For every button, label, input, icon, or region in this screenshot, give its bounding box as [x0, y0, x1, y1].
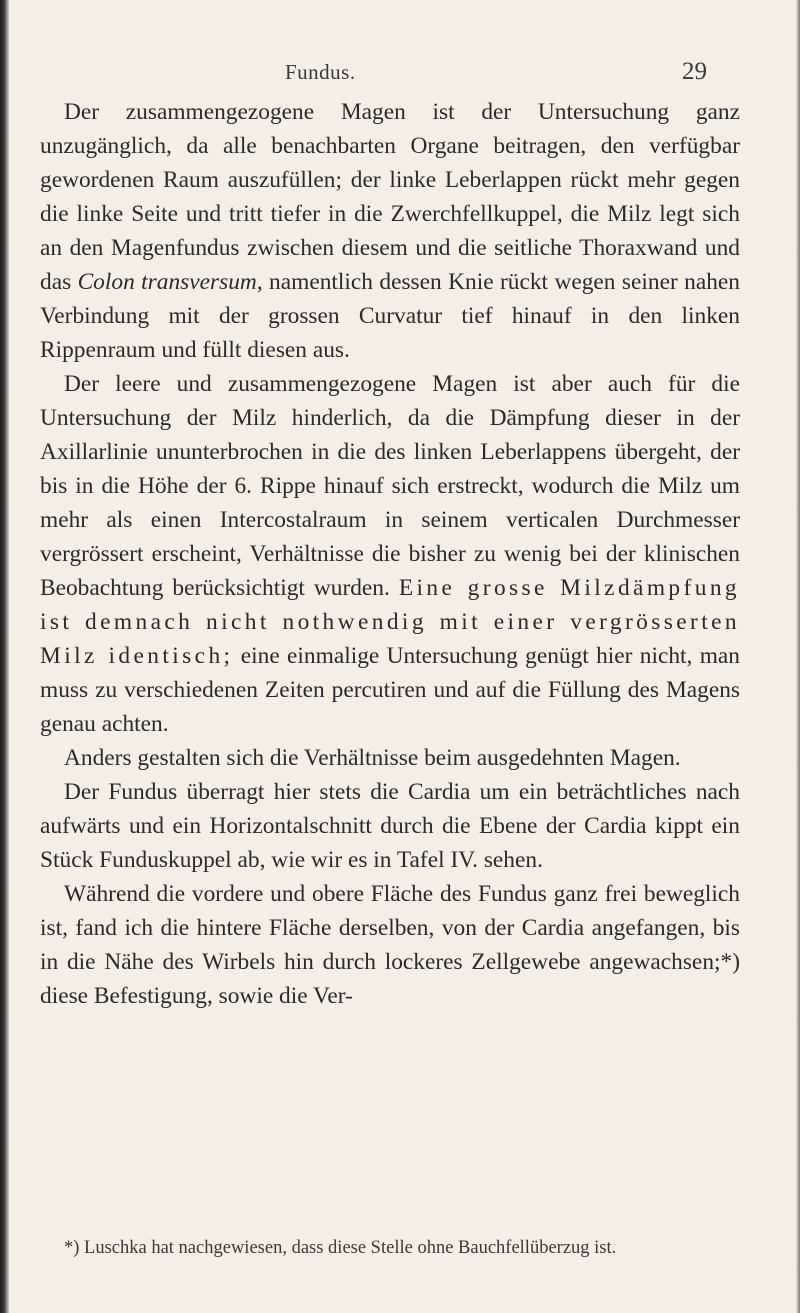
paragraph-1-italic: Colon transversum: [77, 269, 257, 295]
paragraph-3: Anders gestalten sich die Verhältnisse beim ausgedehnten Magen.: [64, 745, 681, 771]
paragraph-1: [40, 95, 740, 367]
paragraph-2: [40, 367, 740, 741]
paragraph-2-text-end: eine einmalige Untersuchung genügt hier nicht, man muss zu verschiedenen Zeiten percutiren und auf die Füllung des Magens genau achten.: [40, 643, 740, 737]
running-title: Fundus.: [285, 60, 356, 84]
body-text: [40, 95, 740, 1013]
paragraph-2-text: Der leere und zusammengezogene Magen ist aber auch für die Untersuchung der Milz hinderlich, da die Dämpfung dieser in der Axillarlinie ununterbrochen in die des linken Leberlappens übergeht, der bis in die Höhe der 6. Rippe hinauf sich erstreckt, wodurch die Milz um mehr als einen Intercostalraum in seinem verticalen Durchmesser vergrössert erscheint, Verhältnisse die bisher zu wenig bei der klinischen Beobachtung berücksichtigt wurden.: [40, 371, 740, 601]
paragraph-1-text: Der zusammengezogene Magen ist der Untersuchung ganz unzugänglich, da alle benachbarten Organe beitragen, den verfügbar gewordenen Raum auszufüllen; der linke Leberlappen rückt mehr gegen die linke Seite und tritt tiefer in die Zwerchfellkuppel, die Milz legt sich an den Magenfundus zwischen diesem und die seitliche Thoraxwand und das: [40, 99, 740, 295]
paragraph-2-emphasis: Eine grosse Milzdämpfung ist demnach nicht nothwendig mit einer vergrösserten Milz identisch;: [40, 575, 741, 669]
page-header: [0, 58, 800, 98]
paragraph-4: Der Fundus überragt hier stets die Cardia um ein beträchtliches nach aufwärts und ein Horizontalschnitt durch die Ebene der Cardia kippt ein Stück Funduskuppel ab, wie wir es in Tafel IV. sehen.: [40, 779, 740, 873]
paragraph-5: Während die vordere und obere Fläche des Fundus ganz frei beweglich ist, fand ich die hintere Fläche derselben, von der Cardia angefangen, bis in die Nähe des Wirbels hin durch lockeres Zellgewebe angewachsen;*) diese Befestigung, sowie die Ver-: [40, 881, 740, 1009]
paragraph-1-text-end: , namentlich dessen Knie rückt wegen seiner nahen Verbindung mit der grossen Curvatur tief hinauf in den linken Rippenraum und füllt diesen aus.: [40, 269, 740, 363]
page-outer-edge: [796, 0, 800, 1313]
page-number: 29: [682, 58, 707, 85]
page-binding-edge: [0, 0, 9, 1313]
footnote: *) Luschka hat nachgewiesen, dass diese Stelle ohne Bauchfellüberzug ist.: [64, 1238, 617, 1258]
